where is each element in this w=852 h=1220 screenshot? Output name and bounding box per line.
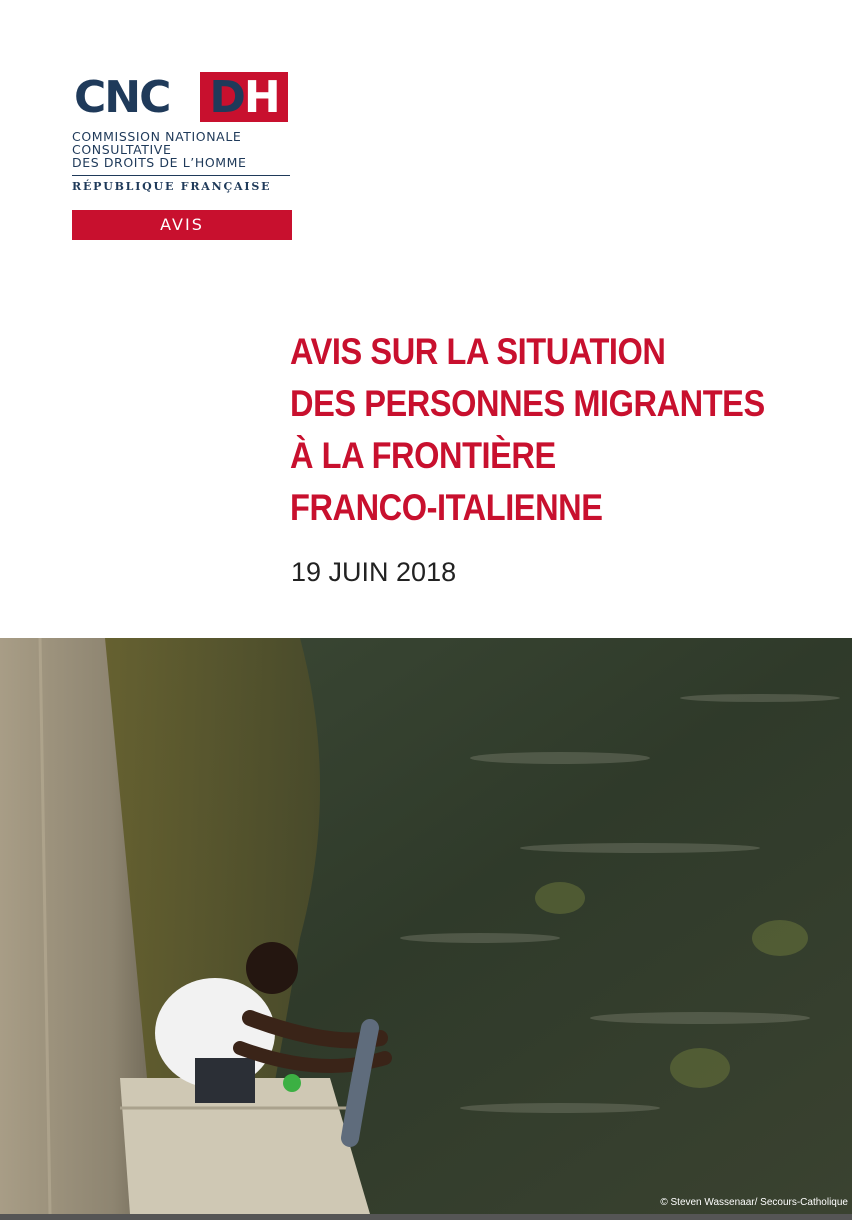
logo-letter-d: D — [209, 72, 244, 123]
photo-credit: © Steven Wassenaar/ Secours-Catholique — [660, 1197, 848, 1208]
logo-divider — [72, 175, 290, 176]
bottom-border — [0, 1214, 852, 1220]
title-line: DES PERSONNES MIGRANTES — [290, 383, 765, 424]
logo-name-line: CONSULTATIVE — [72, 142, 172, 157]
doc-type-banner: AVIS — [72, 210, 292, 240]
cover-photo — [0, 638, 852, 1214]
title-line: FRANCO-ITALIENNE — [290, 487, 603, 528]
logo-acronym-dh — [200, 72, 288, 123]
title-line: À LA FRONTIÈRE — [290, 435, 556, 476]
logo-mark — [72, 72, 292, 124]
page-title — [290, 326, 765, 534]
logo-name-line: DES DROITS DE L’HOMME — [72, 155, 247, 170]
republique-francaise-label: RÉPUBLIQUE FRANÇAISE — [72, 180, 272, 193]
publication-date: 19 JUIN 2018 — [291, 557, 457, 587]
logo-letter-h: H — [243, 72, 279, 123]
logo-acronym-cnc: CNC — [74, 72, 170, 123]
logo-name-line: COMMISSION NATIONALE — [72, 129, 242, 144]
title-line: AVIS SUR LA SITUATION — [290, 331, 666, 372]
cncdh-logo — [72, 72, 292, 193]
logo-full-name — [72, 130, 292, 169]
cover-photo-illustration — [0, 638, 852, 1214]
